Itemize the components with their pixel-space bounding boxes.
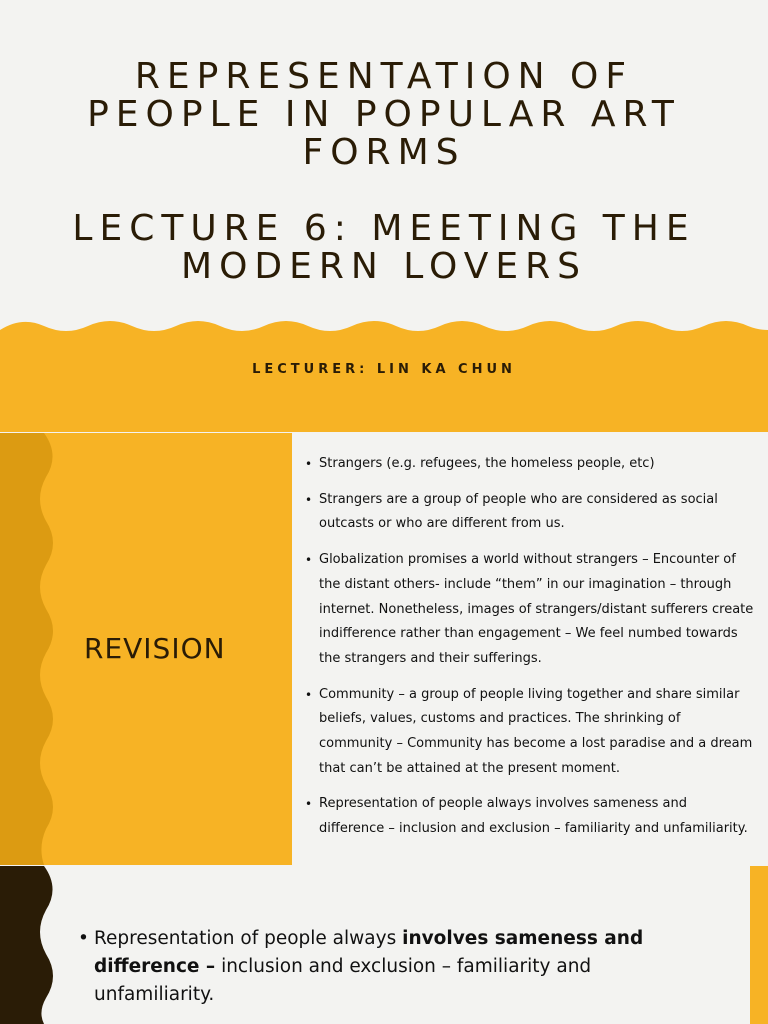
list-item: • Globalization promises a world without strangers – Encounter of the distant others- include “them” in our imagination – through internet. Nonetheless, images of strangers/distant sufferers create indifference rather than engagement – We feel numbed towards the strangers and their sufferings. (305, 548, 755, 672)
title-line: FORMS (302, 132, 466, 173)
list-item: • Strangers are a group of people who are considered as social outcasts or who are different from us. (305, 488, 755, 537)
title-line: PEOPLE IN POPULAR ART (87, 94, 681, 135)
wave-edge (0, 433, 60, 865)
list-item: • Strangers (e.g. refugees, the homeless people, etc) (305, 452, 755, 477)
title-slide (0, 0, 768, 432)
title-line: REPRESENTATION OF (134, 56, 634, 97)
summary-bullet (78, 925, 678, 1009)
summary-slide (0, 866, 768, 1024)
bullet-dot: • (78, 928, 89, 949)
summary-text-end: inclusion and exclusion – familiarity and unfamiliarity. (94, 956, 592, 1005)
summary-emphasis: involves sameness and difference (94, 928, 644, 977)
accent-bar (750, 866, 768, 1024)
slide-title (0, 58, 768, 286)
list-item: • Representation of people always involves sameness and difference – inclusion and exclusion – familiarity and unfamiliarity. (305, 792, 755, 841)
revision-slide (0, 433, 768, 865)
summary-dash: – (199, 956, 216, 977)
bullet-list (305, 452, 755, 853)
summary-text: Representation of people always (94, 928, 403, 949)
lecturer-name: LECTURER: LIN KA CHUN (252, 362, 516, 377)
wave-edge-dark (0, 866, 60, 1024)
title-spacer (0, 172, 768, 210)
list-item: • Community – a group of people living together and share similar beliefs, values, customs and practices. The shrinking of community – Community has become a lost paradise and a dream that can’t be attained at the present moment. (305, 683, 755, 782)
revision-heading: REVISION (84, 632, 226, 665)
subtitle-line: MODERN LOVERS (181, 246, 587, 287)
subtitle-line: LECTURE 6: MEETING THE (72, 208, 696, 249)
